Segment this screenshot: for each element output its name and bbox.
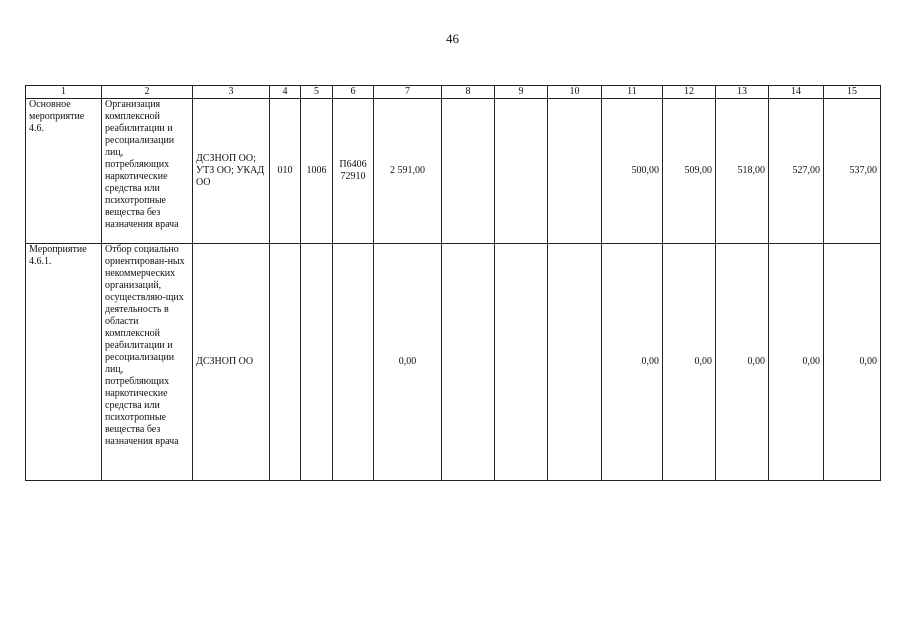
amount-cell: 537,00 (824, 99, 881, 244)
amount-cell (442, 99, 495, 244)
measure-description-cell: Организация комплексной реабилитации и ресоциализации лиц, потребляющих наркотические средства или психотропные вещества без назначения врача (102, 99, 193, 244)
amount-cell (548, 244, 602, 481)
amount-cell: 0,00 (824, 244, 881, 481)
csr-code-cell (333, 244, 374, 481)
executor-cell: ДСЗНОП ОО (193, 244, 270, 481)
amount-cell (495, 244, 548, 481)
executor-cell: ДСЗНОП ОО; УТЗ ОО; УКАД ОО (193, 99, 270, 244)
header-cell: 13 (716, 86, 769, 99)
header-cell: 8 (442, 86, 495, 99)
amount-cell: 500,00 (602, 99, 663, 244)
header-cell: 15 (824, 86, 881, 99)
header-cell: 1 (26, 86, 102, 99)
header-cell: 14 (769, 86, 824, 99)
grbs-code-cell (270, 244, 301, 481)
amount-cell: 518,00 (716, 99, 769, 244)
header-cell: 10 (548, 86, 602, 99)
table-row (26, 244, 881, 481)
measure-name-cell: Мероприятие 4.6.1. (26, 244, 102, 481)
amount-cell (548, 99, 602, 244)
amount-cell: 0,00 (602, 244, 663, 481)
rzpr-code-cell (301, 244, 333, 481)
header-row (26, 86, 881, 99)
amount-cell: 509,00 (663, 99, 716, 244)
header-cell: 12 (663, 86, 716, 99)
measure-description-cell: Отбор социально ориентирован-ных некоммерческих организаций, осуществляю-щих деятельность в области комплексной реабилитации и ресоциализации лиц, потребляющих наркотические средства или психотропные вещества без назначения врача (102, 244, 193, 481)
measure-name-cell: Основное мероприятие 4.6. (26, 99, 102, 244)
amount-cell: 0,00 (663, 244, 716, 481)
amount-cell: 0,00 (716, 244, 769, 481)
budget-table (25, 85, 881, 481)
header-cell: 3 (193, 86, 270, 99)
table-row (26, 99, 881, 244)
total-amount-cell: 2 591,00 (374, 99, 442, 244)
grbs-code-cell: 010 (270, 99, 301, 244)
amount-cell (442, 244, 495, 481)
rzpr-code-cell: 1006 (301, 99, 333, 244)
header-cell: 4 (270, 86, 301, 99)
amount-cell: 0,00 (769, 244, 824, 481)
header-cell: 6 (333, 86, 374, 99)
header-cell: 2 (102, 86, 193, 99)
header-cell: 7 (374, 86, 442, 99)
amount-cell: 527,00 (769, 99, 824, 244)
csr-code-cell: П6406 72910 (333, 99, 374, 244)
header-cell: 9 (495, 86, 548, 99)
total-amount-cell: 0,00 (374, 244, 442, 481)
page-number: 46 (446, 31, 459, 46)
header-cell: 5 (301, 86, 333, 99)
amount-cell (495, 99, 548, 244)
header-cell: 11 (602, 86, 663, 99)
